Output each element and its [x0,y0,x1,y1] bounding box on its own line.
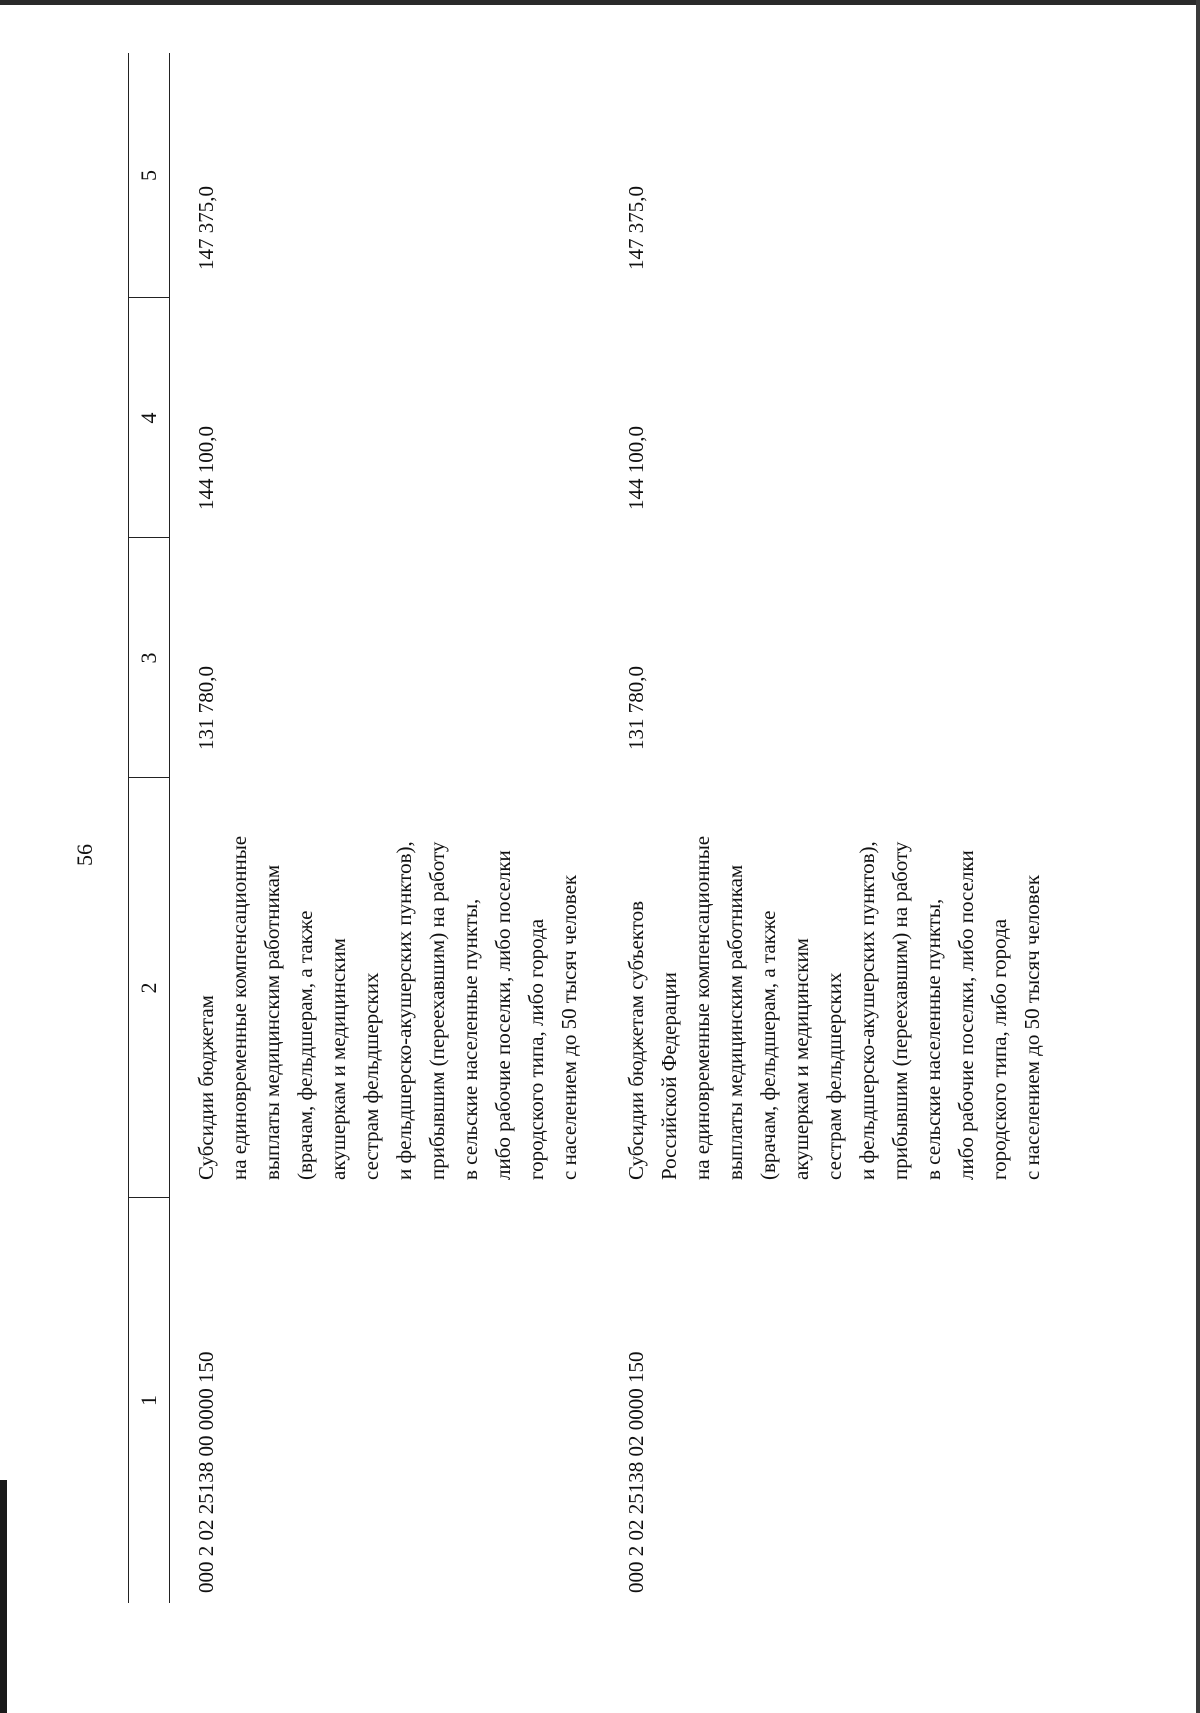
header-col-1: 1 [136,1395,161,1406]
description-line: (врачам, фельдшерам, а также [293,910,317,1180]
description-line: (врачам, фельдшерам, а также [756,910,780,1180]
value-col-5: 147 375,0 [624,186,648,270]
value-col-4: 144 100,0 [624,426,648,510]
description-line: либо рабочие поселки, либо поселки [954,850,978,1180]
description-line: выплаты медицинским работникам [260,864,284,1180]
description-line: городского типа, либо города [987,918,1011,1180]
description-line: прибывшим (переехавшим) на работу [888,841,912,1180]
page-number: 56 [72,844,97,866]
table-header [128,53,170,1603]
description-line: акушеркам и медицинским [326,938,350,1180]
description-line: и фельдшерско-акушерских пунктов), [855,841,879,1180]
budget-code: 000 2 02 25138 00 0000 150 [194,1351,218,1593]
description-line: акушеркам и медицинским [789,938,813,1180]
value-col-5: 147 375,0 [194,186,218,270]
description-line: сестрам фельдшерских [359,972,383,1180]
description-line: Субсидии бюджетам [194,995,218,1180]
description-line: сестрам фельдшерских [822,972,846,1180]
row-description [620,760,1049,1198]
description-line: городского типа, либо города [524,918,548,1180]
value-col-3: 131 780,0 [624,666,648,750]
header-col-4: 4 [136,412,161,424]
budget-code: 000 2 02 25138 02 0000 150 [624,1351,648,1593]
description-line: на единовременные компенсационные [227,835,251,1180]
description-line: в сельские населенные пункты, [921,898,945,1180]
header-col-2: 2 [136,982,161,994]
description-line: с населением до 50 тысяч человек [1020,874,1044,1180]
description-line: и фельдшерско-акушерских пунктов), [392,841,416,1180]
value-col-4: 144 100,0 [194,426,218,510]
description-line: либо рабочие поселки, либо поселки [491,850,515,1180]
description-line: прибывшим (переехавшим) на работу [425,841,449,1180]
description-line: выплаты медицинским работникам [723,864,747,1180]
description-line: в сельские населенные пункты, [458,898,482,1180]
description-line: с населением до 50 тысяч человек [557,874,581,1180]
description-line: Российской Федерации [657,972,681,1180]
description-line: на единовременные компенсационные [690,835,714,1180]
row-description [190,760,586,1198]
header-col-3: 3 [136,652,161,664]
description-line: Субсидии бюджетам субъектов [624,900,648,1180]
value-col-3: 131 780,0 [194,666,218,750]
header-col-5: 5 [136,170,161,181]
